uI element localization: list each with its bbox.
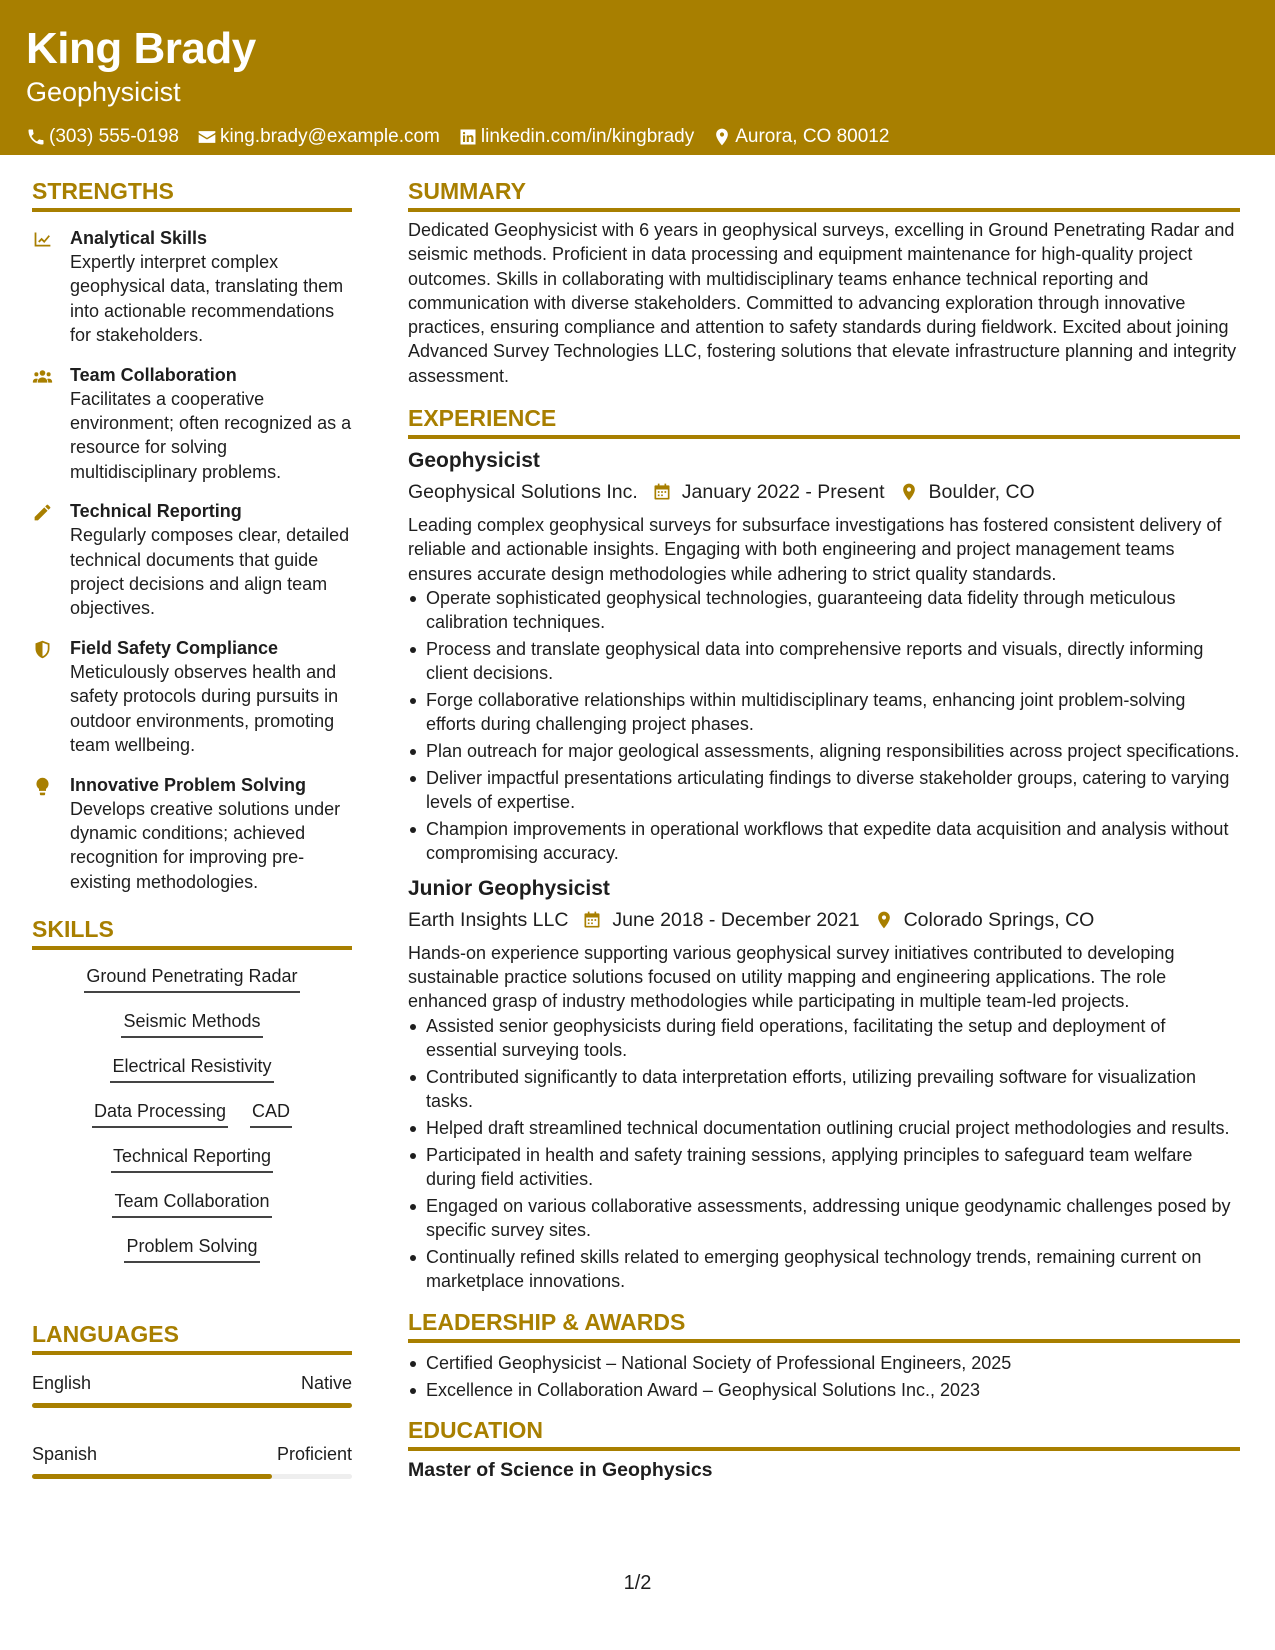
education-heading: EDUCATION <box>408 1415 1240 1451</box>
strength-title: Innovative Problem Solving <box>70 774 307 795</box>
job-company: Earth Insights LLC <box>408 908 569 931</box>
language-item <box>32 1371 352 1408</box>
leadership-heading: LEADERSHIP & AWARDS <box>408 1307 1240 1343</box>
linkedin-text: linkedin.com/in/kingbrady <box>480 126 695 147</box>
skill-tag: Seismic Methods <box>121 1009 262 1038</box>
job-description: Leading complex geophysical surveys for subsurface investigations has fostered consistent delivery of reliable and actionable insights. Engaging with both engineering and project management teams ensures accurate design methodologies while adhering to strict quality standards. <box>408 515 1222 584</box>
skill-tag: Problem Solving <box>124 1234 259 1263</box>
strength-item <box>32 363 352 485</box>
job-entry <box>408 875 1240 1294</box>
language-proficiency-bar <box>32 1403 352 1408</box>
strength-desc: Meticulously observes health and safety protocols during pursuits in outdoor environments, promoting team wellbeing. <box>70 661 339 756</box>
skill-tag: Electrical Resistivity <box>110 1054 273 1083</box>
page-indicator: 1/2 <box>623 1572 652 1594</box>
location-text: Aurora, CO 80012 <box>735 126 890 147</box>
job-entry <box>408 447 1240 866</box>
list-item: Operate sophisticated geophysical technologies, guaranteeing data fidelity through meticulous calibration techniques. <box>408 586 1240 635</box>
language-proficiency-fill <box>32 1474 272 1479</box>
summary-text: Dedicated Geophysicist with 6 years in geophysical surveys, excelling in Ground Penetrating Radar and seismic methods. Proficient in data processing and equipment maintenance for high-quality project outcomes. Skills in collaborating with multidisciplinary teams enhance technical reporting and communication with diverse stakeholders. Committed to advancing exploration through innovative practices, ensuring compliance and attention to safety standards during fieldwork. Excited about joining Advanced Survey Technologies LLC, fostering solutions that elevate infrastructure planning and integrity assessment. <box>408 220 1237 386</box>
strength-item <box>32 636 352 758</box>
list-item: Continually refined skills related to emerging geophysical technology trends, remaining current on marketplace innovations. <box>408 1245 1240 1294</box>
skills-heading: SKILLS <box>32 914 352 950</box>
map-pin-icon <box>899 482 919 502</box>
contact-email[interactable] <box>197 126 440 148</box>
skill-tag: Technical Reporting <box>111 1144 273 1173</box>
job-company: Geophysical Solutions Inc. <box>408 481 638 504</box>
candidate-name: King Brady <box>26 24 256 73</box>
contact-bar <box>26 126 1249 148</box>
strength-item <box>32 773 352 895</box>
envelope-icon <box>197 127 217 147</box>
lightbulb-icon <box>32 776 53 797</box>
job-dates: January 2022 - Present <box>681 481 885 504</box>
map-pin-icon <box>874 910 894 930</box>
job-meta <box>408 478 1240 506</box>
list-item: Excellence in Collaboration Award – Geophysical Solutions Inc., 2023 <box>408 1378 1240 1402</box>
strength-title: Team Collaboration <box>70 364 237 385</box>
strength-desc: Develops creative solutions under dynamic conditions; achieved recognition for improving pre-existing methodologies. <box>70 798 341 892</box>
strength-desc: Expertly interpret complex geophysical data, translating them into actionable recommendations for stakeholders. <box>70 252 344 346</box>
education-degree: Master of Science in Geophysics <box>408 1459 713 1482</box>
list-item: Assisted senior geophysicists during field operations, facilitating the setup and deployment of essential surveying tools. <box>408 1014 1240 1063</box>
strength-item <box>32 499 352 621</box>
shield-icon <box>32 639 53 660</box>
strength-title: Field Safety Compliance <box>70 637 279 658</box>
language-name: Spanish <box>32 1444 98 1465</box>
list-item: Forge collaborative relationships within multidisciplinary teams, enhancing joint problem-solving efforts during challenging project phases. <box>408 688 1240 737</box>
language-item <box>32 1442 352 1479</box>
job-location: Boulder, CO <box>928 481 1035 504</box>
list-item: Certified Geophysicist – National Society of Professional Engineers, 2025 <box>408 1351 1240 1375</box>
right-column <box>408 176 1240 1483</box>
list-item: Engaged on various collaborative assessments, addressing unique geodynamic challenges posed by specific survey sites. <box>408 1194 1240 1243</box>
language-level: Proficient <box>276 1444 352 1465</box>
strength-title: Analytical Skills <box>70 228 208 248</box>
phone-icon <box>26 127 46 147</box>
skills-list <box>32 964 352 1279</box>
list-item: Contributed significantly to data interpretation efforts, utilizing prevailing software for visualization tasks. <box>408 1065 1240 1114</box>
language-level: Native <box>300 1373 352 1394</box>
list-item: Deliver impactful presentations articulating findings to diverse stakeholder groups, catering to varying levels of expertise. <box>408 766 1240 815</box>
calendar-icon <box>652 482 672 502</box>
summary-heading: SUMMARY <box>408 176 1240 212</box>
skill-tag: Ground Penetrating Radar <box>84 964 299 993</box>
job-bullets <box>408 1014 1240 1294</box>
strength-desc: Facilitates a cooperative environment; often recognized as a resource for solving multidisciplinary problems. <box>70 388 352 482</box>
users-icon <box>32 366 53 387</box>
list-item: Process and translate geophysical data into comprehensive reports and visuals, directly informing client decisions. <box>408 637 1240 686</box>
left-column <box>32 176 352 1479</box>
skill-tag: Data Processing <box>92 1099 228 1128</box>
strengths-list <box>32 226 352 894</box>
job-dates: June 2018 - December 2021 <box>612 908 860 931</box>
strength-item <box>32 226 352 348</box>
email-text: king.brady@example.com <box>219 126 440 147</box>
awards-list <box>408 1351 1240 1402</box>
list-item: Participated in health and safety training sessions, applying principles to safeguard team welfare during field activities. <box>408 1143 1240 1192</box>
strength-title: Technical Reporting <box>70 501 242 522</box>
strength-desc: Regularly composes clear, detailed technical documents that guide project decisions and align team objectives. <box>70 525 350 619</box>
job-title: Junior Geophysicist <box>408 876 610 900</box>
list-item: Helped draft streamlined technical documentation outlining crucial project methodologies and results. <box>408 1116 1240 1140</box>
job-bullets <box>408 586 1240 866</box>
language-proficiency-fill <box>32 1403 352 1408</box>
language-name: English <box>32 1373 92 1394</box>
pencil-icon <box>32 502 53 523</box>
job-location: Colorado Springs, CO <box>903 908 1095 931</box>
phone-text: (303) 555-0198 <box>49 126 179 147</box>
languages-heading: LANGUAGES <box>32 1319 352 1355</box>
job-title: Geophysicist <box>408 449 540 473</box>
skill-tag: Team Collaboration <box>112 1189 271 1218</box>
linkedin-icon <box>458 127 478 147</box>
contact-phone[interactable] <box>26 126 179 148</box>
job-meta <box>408 906 1240 934</box>
candidate-title: Geophysicist <box>26 77 181 107</box>
experience-heading: EXPERIENCE <box>408 403 1240 439</box>
skill-tag: CAD <box>250 1099 292 1128</box>
job-description: Hands-on experience supporting various geophysical survey initiatives contributed to developing sustainable practice solutions focused on utility mapping and engineering applications. The role enhanced grasp of industry methodologies while participating in multiple team-led projects. <box>408 942 1175 1012</box>
strengths-heading: STRENGTHS <box>32 176 352 212</box>
calendar-icon <box>582 910 602 930</box>
contact-location <box>712 126 889 148</box>
chart-line-icon <box>32 229 53 250</box>
language-proficiency-bar <box>32 1474 352 1479</box>
list-item: Plan outreach for major geological assessments, aligning responsibilities across project specifications. <box>408 739 1240 763</box>
contact-linkedin[interactable] <box>458 126 694 148</box>
resume-header <box>0 0 1275 155</box>
list-item: Champion improvements in operational workflows that expedite data acquisition and analysis without compromising accuracy. <box>408 817 1240 866</box>
map-pin-icon <box>712 127 732 147</box>
